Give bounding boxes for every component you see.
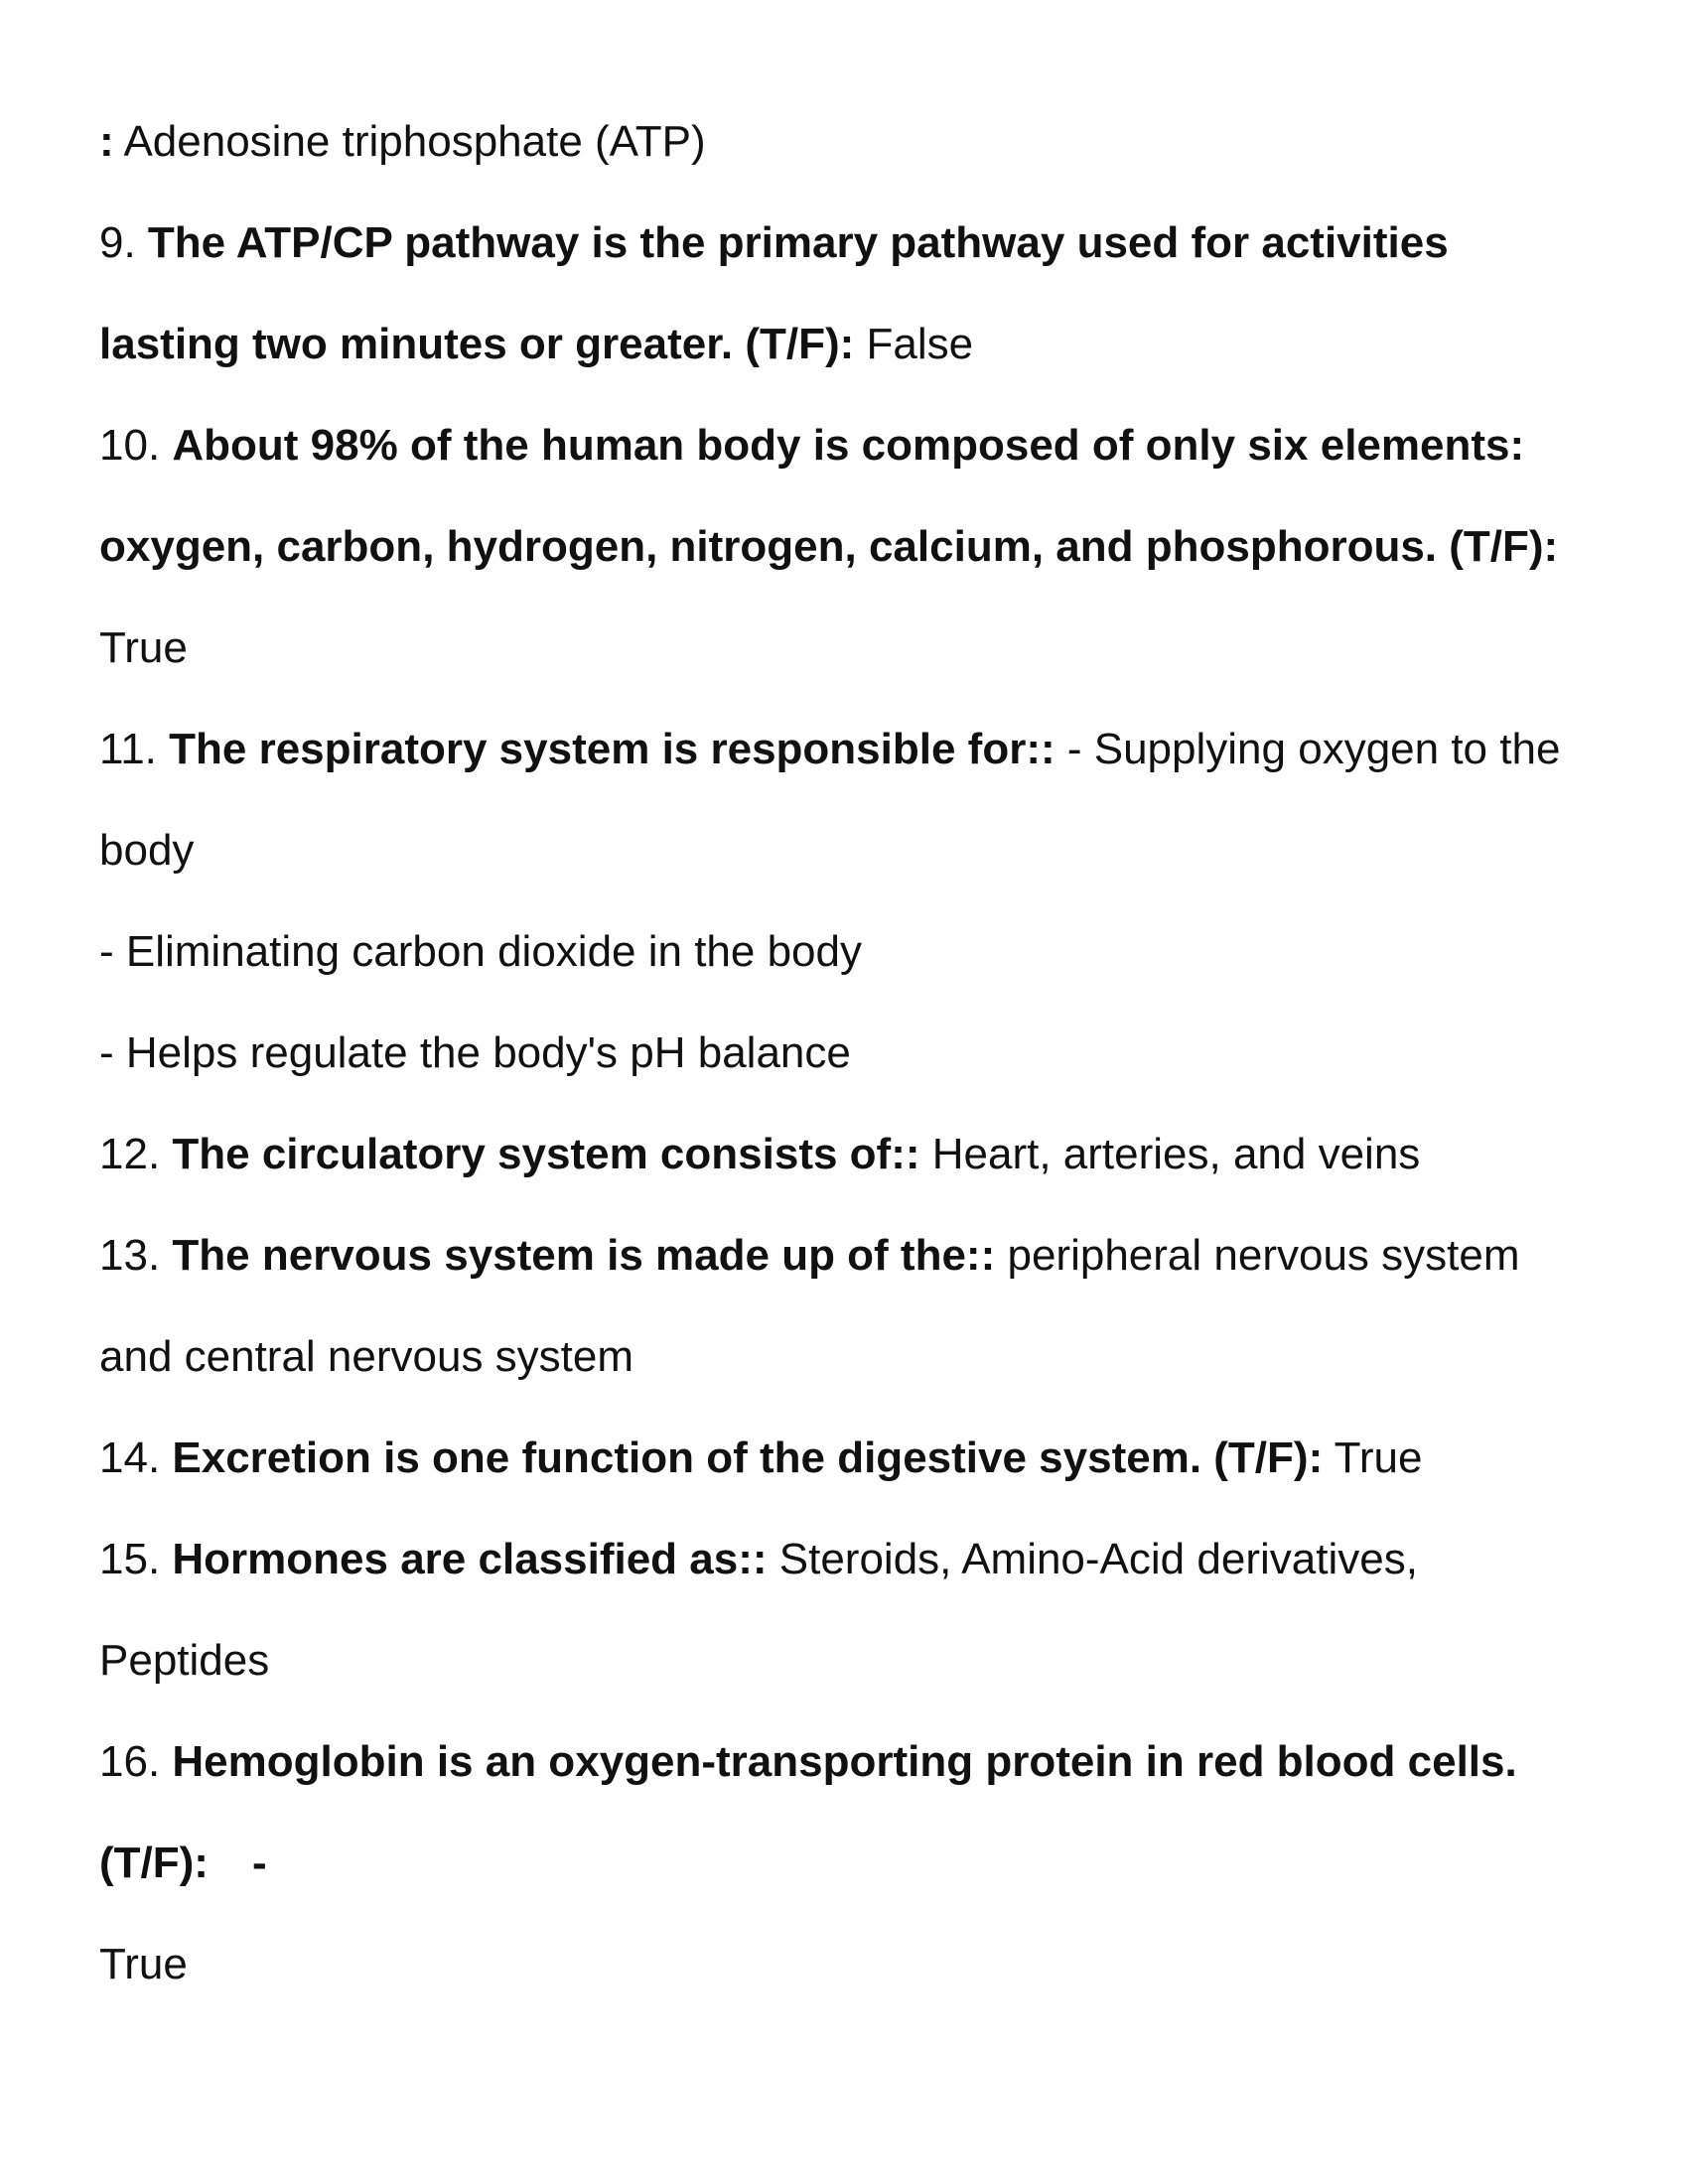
q11-line-1 <box>99 699 1609 800</box>
document-page <box>99 91 1609 2015</box>
q16-line-3 <box>99 1914 1609 2015</box>
q11-answer-part-3: - Eliminating carbon dioxide in the body <box>99 927 863 976</box>
q9-answer: False <box>854 320 974 368</box>
q9-question-part-2: lasting two minutes or greater. (T/F): <box>99 320 855 368</box>
q10-question-part-2: oxygen, carbon, hydrogen, nitrogen, calcium, and phosphorous. (T/F): <box>99 522 1559 571</box>
q11-answer-part-1: - Supplying oxygen to the <box>1055 725 1561 773</box>
q14-question: Excretion is one function of the digestive system. (T/F): <box>172 1433 1324 1482</box>
q12-line-1 <box>99 1104 1609 1205</box>
q16-line-1 <box>99 1711 1609 1813</box>
q15-question: Hormones are classified as:: <box>172 1535 768 1583</box>
q15-answer-part-1: Steroids, Amino-Acid derivatives, <box>767 1535 1418 1583</box>
q16-number: 16. <box>99 1737 173 1786</box>
q11-answer-part-4: - Helps regulate the body's pH balance <box>99 1028 851 1077</box>
q15-number: 15. <box>99 1535 173 1583</box>
q11-question: The respiratory system is responsible for:: <box>169 725 1055 773</box>
q8-prefix: : <box>99 117 114 166</box>
q13-number: 13. <box>99 1231 173 1280</box>
q15-line-1 <box>99 1509 1609 1610</box>
q11-line-2 <box>99 800 1609 901</box>
q11-number: 11. <box>99 725 170 773</box>
q12-answer: Heart, arteries, and veins <box>919 1130 1421 1178</box>
q11-answer-part-2: body <box>99 826 195 875</box>
q16-line-2 <box>99 1813 1609 1914</box>
q8-answer: Adenosine triphosphate (ATP) <box>113 117 706 166</box>
q13-line-1 <box>99 1205 1609 1306</box>
q13-answer-part-2: and central nervous system <box>99 1332 634 1381</box>
q10-number: 10. <box>99 421 173 470</box>
q16-answer: True <box>99 1940 188 1988</box>
q11-line-3 <box>99 901 1609 1003</box>
q14-answer: True <box>1323 1433 1423 1482</box>
q9-line-2 <box>99 294 1609 395</box>
q10-line-1 <box>99 395 1609 496</box>
q9-line-1 <box>99 193 1609 294</box>
q16-dash: - <box>251 1839 267 1887</box>
q16-question-part-2: (T/F): <box>99 1839 209 1887</box>
q14-number: 14. <box>99 1433 173 1482</box>
q12-number: 12. <box>99 1130 173 1178</box>
q12-question: The circulatory system consists of:: <box>172 1130 920 1178</box>
q10-line-3 <box>99 598 1609 699</box>
q14-line-1 <box>99 1408 1609 1509</box>
q9-number: 9. <box>99 218 148 267</box>
q15-line-2 <box>99 1610 1609 1711</box>
q13-answer-part-1: peripheral nervous system <box>995 1231 1520 1280</box>
q10-question-part-1: About 98% of the human body is composed of only six elements: <box>172 421 1525 470</box>
q16-question-part-1: Hemoglobin is an oxygen-transporting protein in red blood cells. <box>172 1737 1517 1786</box>
q9-question-part-1: The ATP/CP pathway is the primary pathway used for activities <box>147 218 1449 267</box>
q13-line-2 <box>99 1306 1609 1408</box>
q15-answer-part-2: Peptides <box>99 1636 270 1685</box>
q10-line-2 <box>99 496 1609 598</box>
q11-line-4 <box>99 1003 1609 1104</box>
q8-answer-line <box>99 91 1609 193</box>
q13-question: The nervous system is made up of the:: <box>172 1231 996 1280</box>
q10-answer: True <box>99 623 188 672</box>
